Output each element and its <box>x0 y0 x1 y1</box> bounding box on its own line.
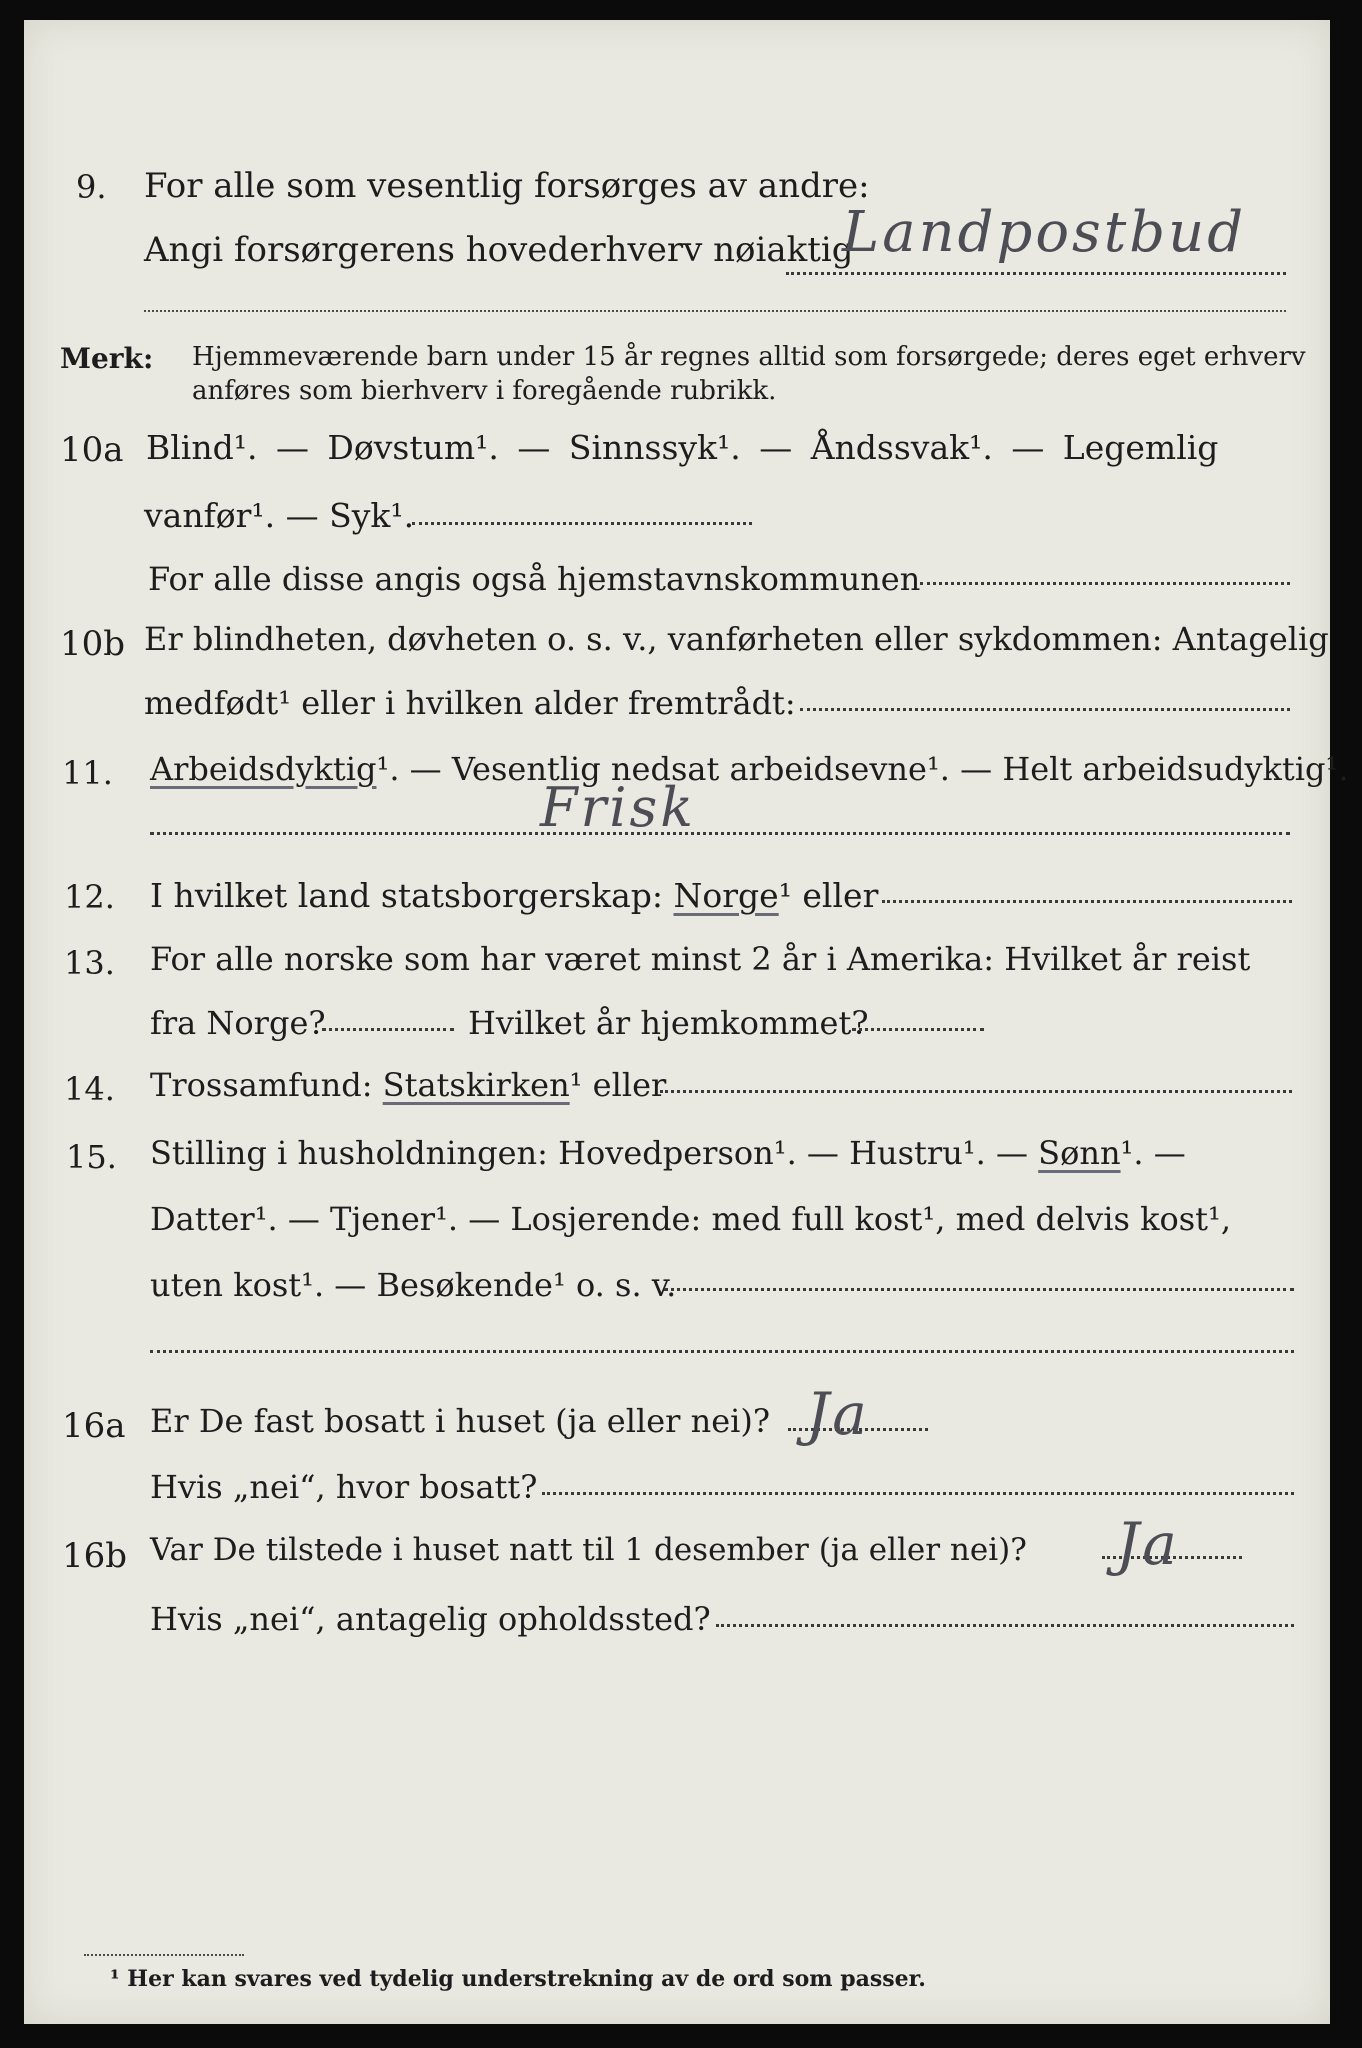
question-14-suffix: ¹ eller <box>569 1066 667 1104</box>
answer-line-10b <box>800 708 1290 711</box>
question-9-number: 9. <box>76 168 107 206</box>
option-norge: Norge <box>673 876 779 915</box>
question-12-prefix: I hvilket land statsborgerskap: <box>150 876 664 915</box>
question-15-line1b: ¹. — <box>1120 1134 1186 1172</box>
question-10a-line2: vanfør¹. — Syk¹. <box>144 496 415 535</box>
question-10b-number: 10b <box>60 624 126 664</box>
merk-line1: Hjemmeværende barn under 15 år regnes alltid som forsørgede; deres eget erhverv <box>192 342 1306 372</box>
answer-line-11 <box>150 832 1290 835</box>
answer-line-10a-syk <box>412 522 752 525</box>
divider-9 <box>144 310 1286 312</box>
question-16b-number: 16b <box>62 1536 128 1576</box>
question-14-prefix: Trossamfund: <box>150 1066 373 1104</box>
merk-label: Merk: <box>60 342 154 375</box>
merk-line2: anføres som bierhverv i foregående rubrikk. <box>192 376 777 406</box>
answer-line-12 <box>882 900 1292 903</box>
handwritten-answer-16b: Ja <box>1116 1510 1180 1578</box>
question-14-number: 14. <box>64 1070 115 1108</box>
census-form-page <box>24 20 1349 2024</box>
question-16a-line1: Er De fast bosatt i huset (ja eller nei)? <box>150 1402 771 1440</box>
question-13-number: 13. <box>64 944 115 982</box>
question-15-line3: uten kost¹. — Besøkende¹ o. s. v. <box>150 1266 677 1304</box>
handwritten-answer-9: Landpostbud <box>842 200 1247 265</box>
question-10b-line1: Er blindheten, døvheten o. s. v., vanførheten eller sykdommen: Antagelig <box>144 620 1329 658</box>
handwritten-answer-16a: Ja <box>806 1380 870 1448</box>
question-15-line1a: Stilling i husholdningen: Hovedperson¹. — Hustru¹. — <box>150 1134 1028 1172</box>
option-statskirken: Statskirken <box>382 1066 570 1104</box>
question-16a-line2: Hvis „nei“, hvor bosatt? <box>150 1468 538 1506</box>
question-11-number: 11. <box>62 754 113 792</box>
answer-line-15-extra <box>150 1350 1294 1353</box>
question-16b-line1: Var De tilstede i huset natt til 1 desember (ja eller nei)? <box>150 1532 1027 1568</box>
footnote: ¹ Her kan svares ved tydelig understrekning av de ord som passer. <box>110 1966 926 1992</box>
question-16b-line2: Hvis „nei“, antagelig opholdssted? <box>150 1600 711 1638</box>
question-9-line1: For alle som vesentlig forsørges av andre: <box>144 166 870 206</box>
answer-line-16a-bosatt <box>542 1492 1294 1495</box>
question-14-text <box>150 1066 666 1104</box>
question-10a-number: 10a <box>60 430 124 470</box>
answer-line-9 <box>786 272 1286 275</box>
question-10a-line3: For alle disse angis også hjemstavnskommunen <box>148 560 921 598</box>
question-16a-number: 16a <box>62 1406 126 1446</box>
answer-line-14 <box>660 1090 1292 1093</box>
question-10a-line1: Blind¹. — Døvstum¹. — Sinnssyk¹. — Åndssvak¹. — Legemlig <box>146 428 1219 467</box>
question-12-suffix: ¹ eller <box>778 876 879 915</box>
question-11-rest: ¹. — Vesentlig nedsat arbeidsevne¹. — Helt arbeidsudyktig¹. <box>376 750 1349 788</box>
answer-line-13-hjemkommet <box>852 1028 984 1031</box>
option-sonn: Sønn <box>1038 1134 1121 1172</box>
answer-line-16b-opholdssted <box>716 1624 1294 1627</box>
question-10b-line2: medfødt¹ eller i hvilken alder fremtrådt: <box>144 684 796 722</box>
question-12-number: 12. <box>64 878 115 916</box>
question-13-line2b: Hvilket år hjemkommet? <box>468 1004 869 1042</box>
answer-line-15 <box>664 1288 1294 1291</box>
handwritten-answer-11: Frisk <box>540 776 696 839</box>
answer-line-10a-kommune <box>920 582 1290 585</box>
question-15-line1 <box>150 1134 1186 1172</box>
answer-line-13-reist <box>322 1028 454 1031</box>
question-12-text <box>150 876 878 915</box>
option-arbeidsdyktig: Arbeidsdyktig <box>150 750 377 788</box>
question-11-options <box>150 750 1349 788</box>
question-13-line2a: fra Norge? <box>150 1004 326 1042</box>
question-15-line2: Datter¹. — Tjener¹. — Losjerende: med full kost¹, med delvis kost¹, <box>150 1200 1232 1238</box>
question-15-number: 15. <box>66 1138 117 1176</box>
footnote-rule <box>84 1954 244 1956</box>
question-13-line1: For alle norske som har været minst 2 år i Amerika: Hvilket år reist <box>150 940 1251 978</box>
question-9-line2: Angi forsørgerens hovederhverv nøiaktig <box>144 230 854 270</box>
